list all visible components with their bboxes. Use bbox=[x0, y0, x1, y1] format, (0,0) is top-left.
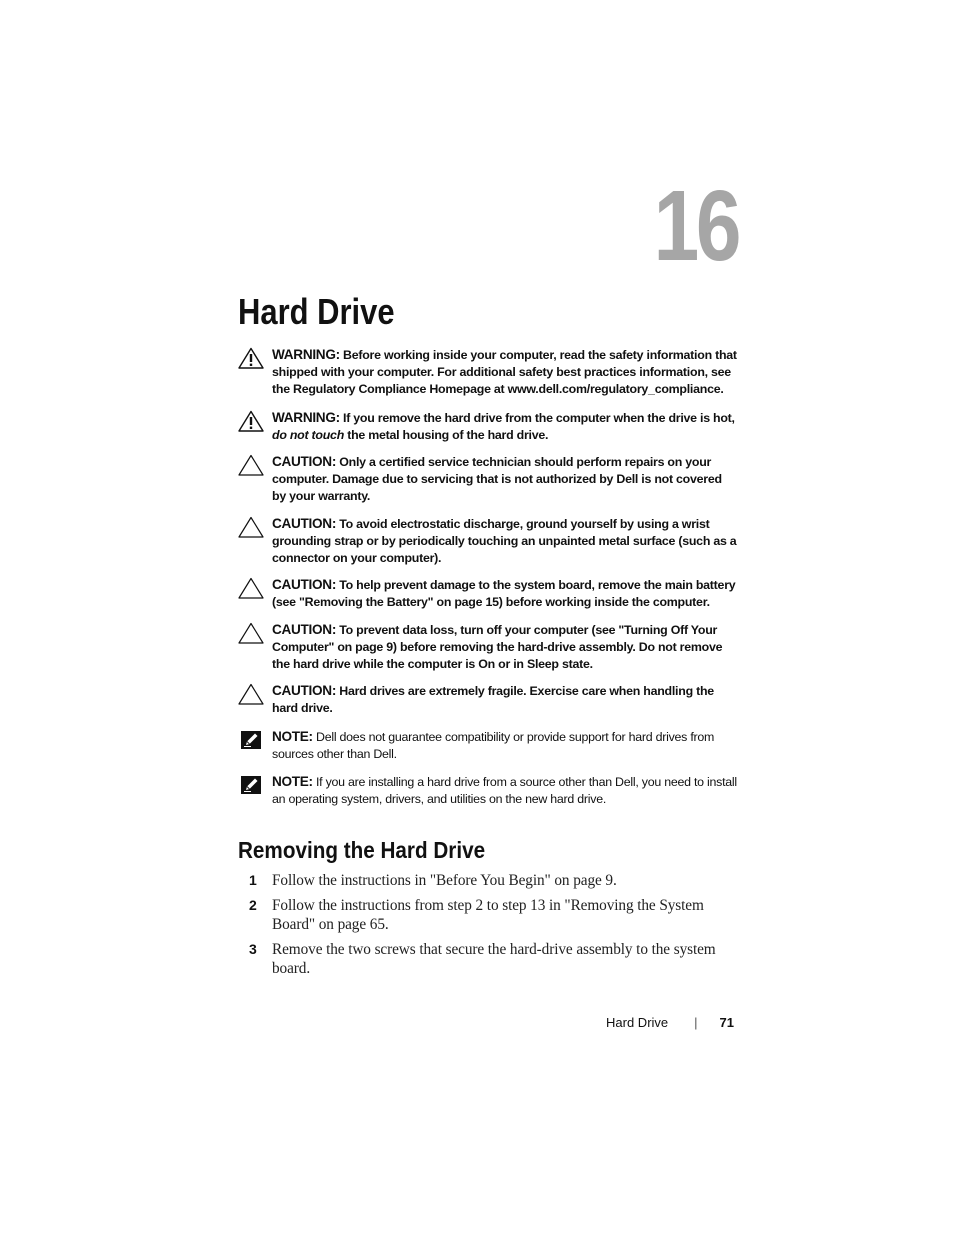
notice-label: CAUTION: bbox=[272, 621, 337, 637]
caution-triangle-icon bbox=[238, 516, 264, 538]
step-text: Follow the instructions from step 2 to step 13 in "Removing the System Board" on page 65. bbox=[272, 897, 704, 933]
step-item bbox=[238, 871, 738, 890]
chapter-title: Hard Drive bbox=[238, 291, 395, 332]
notice-body: Dell does not guarantee compatibility or provide support for hard drives from sources other than Dell. bbox=[272, 729, 715, 761]
footer-section-title: Hard Drive bbox=[606, 1015, 669, 1030]
page-footer bbox=[606, 1015, 734, 1030]
notice-label: CAUTION: bbox=[272, 515, 337, 531]
step-item bbox=[238, 940, 738, 978]
notice-body: To help prevent damage to the system board, remove the main battery (see "Removing the Battery" on page 15) before working inside the computer. bbox=[272, 578, 736, 610]
chapter-number: 16 bbox=[653, 170, 738, 282]
step-text: Remove the two screws that secure the hard-drive assembly to the system board. bbox=[272, 941, 716, 977]
notice-text bbox=[272, 346, 738, 399]
note-pencil-icon bbox=[238, 774, 264, 796]
notice-label: CAUTION: bbox=[272, 683, 337, 699]
warning-notice bbox=[238, 409, 738, 444]
notice-body: If you remove the hard drive from the computer when the drive is hot, bbox=[339, 410, 735, 425]
notice-label: NOTE: bbox=[272, 774, 313, 790]
caution-notice bbox=[238, 515, 738, 568]
warning-notice bbox=[238, 346, 738, 399]
notice-text bbox=[272, 453, 738, 506]
notice-body: Hard drives are extremely fragile. Exercise care when handling the hard drive. bbox=[272, 684, 714, 716]
notice-text bbox=[272, 773, 738, 808]
step-number: 1 bbox=[249, 872, 257, 888]
notice-body: To avoid electrostatic discharge, ground yourself by using a wrist grounding strap or by periodically touching an unpainted metal surface (such as a connector on your computer). bbox=[272, 516, 737, 566]
warning-triangle-icon bbox=[238, 347, 264, 369]
step-text: Follow the instructions in "Before You Begin" on page 9. bbox=[272, 872, 617, 889]
notice-label: WARNING: bbox=[272, 347, 340, 362]
notice-emphasis: do not touch bbox=[272, 427, 345, 442]
section-title: Removing the Hard Drive bbox=[238, 837, 486, 863]
step-list bbox=[238, 871, 738, 978]
notice-body: If you are installing a hard drive from a source other than Dell, you need to install an operating system, drivers, and utilities on the new hard drive. bbox=[272, 775, 737, 807]
caution-notice bbox=[238, 682, 738, 717]
notice-body: To prevent data loss, turn off your computer (see "Turning Off Your Computer" on page 9) before removing the hard-drive assembly. Do not remove the hard drive while the computer is On or in Sleep state. bbox=[272, 622, 723, 672]
notice-label: NOTE: bbox=[272, 728, 313, 744]
notice-text bbox=[272, 682, 738, 717]
note-pencil-icon bbox=[238, 729, 264, 751]
note-notice bbox=[238, 773, 738, 808]
step-number: 2 bbox=[249, 897, 257, 913]
footer-separator: | bbox=[694, 1015, 698, 1030]
step-item bbox=[238, 896, 738, 934]
caution-notice bbox=[238, 621, 738, 674]
notice-body: Before working inside your computer, read the safety information that shipped with your computer. For additional safety best practices information, see the Regulatory Compliance Homepage at www.dell.com/regulatory_compliance. bbox=[272, 348, 737, 397]
page-number: 71 bbox=[719, 1015, 734, 1030]
note-notice bbox=[238, 728, 738, 763]
notice-text bbox=[272, 576, 738, 611]
notice-label: WARNING: bbox=[272, 409, 340, 425]
notice-label: CAUTION: bbox=[272, 454, 337, 470]
caution-triangle-icon bbox=[238, 577, 264, 599]
step-number: 3 bbox=[249, 941, 257, 957]
caution-triangle-icon bbox=[238, 622, 264, 644]
notice-text bbox=[272, 728, 738, 763]
warning-triangle-icon bbox=[238, 410, 264, 432]
notice-label: CAUTION: bbox=[272, 577, 337, 593]
notice-body-end: the metal housing of the hard drive. bbox=[344, 427, 549, 442]
notice-text bbox=[272, 409, 738, 444]
caution-notice bbox=[238, 453, 738, 506]
caution-triangle-icon bbox=[238, 454, 264, 476]
caution-triangle-icon bbox=[238, 683, 264, 705]
caution-notice bbox=[238, 576, 738, 611]
notice-body: Only a certified service technician should perform repairs on your computer. Damage due to servicing that is not authorized by Dell is not covered by your warranty. bbox=[272, 455, 722, 504]
notice-list bbox=[238, 346, 738, 808]
notice-text bbox=[272, 515, 738, 568]
notice-text bbox=[272, 621, 738, 674]
